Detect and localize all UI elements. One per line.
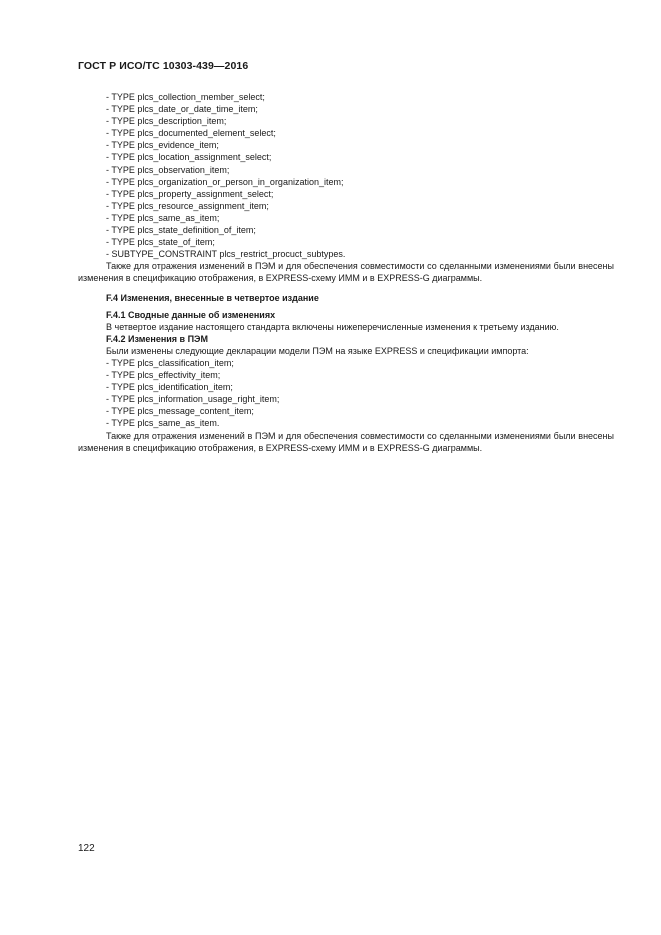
document-header: ГОСТ Р ИСО/ТС 10303-439—2016 xyxy=(78,60,249,72)
list-item: - TYPE plcs_same_as_item. xyxy=(106,418,220,429)
list-item: - TYPE plcs_date_or_date_time_item; xyxy=(106,104,258,115)
list-item: - TYPE plcs_resource_assignment_item; xyxy=(106,200,269,211)
section-heading: F.4 Изменения, внесенные в четвертое издание xyxy=(106,292,319,303)
list-item: - TYPE plcs_effectivity_item; xyxy=(106,370,221,381)
declaration-list xyxy=(78,91,614,260)
list-item: - TYPE plcs_organization_or_person_in_organization_item; xyxy=(106,176,344,187)
list-item: - TYPE plcs_message_content_item; xyxy=(106,406,254,417)
subsection-heading: F.4.2 Изменения в ПЭМ xyxy=(106,333,208,344)
list-item: - TYPE plcs_collection_member_select; xyxy=(106,92,265,102)
list-item: - TYPE plcs_identification_item; xyxy=(106,382,233,393)
list-item: - TYPE plcs_property_assignment_select; xyxy=(106,188,274,199)
closing-paragraph: Также для отражения изменений в ПЭМ и для обеспечения совместимости со сделанными изменениями были внесены изменения в спецификацию отображения, в EXPRESS-схему ИММ и в EXPRESS-G диаграммы. xyxy=(78,261,614,284)
list-item: - TYPE plcs_state_definition_of_item; xyxy=(106,225,256,236)
intro-paragraph: Были изменены следующие декларации модели ПЭМ на языке EXPRESS и спецификации импорта: xyxy=(106,345,529,356)
page-number: 122 xyxy=(78,843,95,854)
document-body xyxy=(78,91,614,454)
declaration-list xyxy=(78,357,614,430)
summary-paragraph: В четвертое издание настоящего стандарта включены нижеперечисленные изменения к третьему изданию. xyxy=(106,321,559,332)
list-item: - TYPE plcs_location_assignment_select; xyxy=(106,152,272,163)
list-item: - TYPE plcs_state_of_item; xyxy=(106,237,215,248)
list-item: - TYPE plcs_description_item; xyxy=(106,116,227,127)
list-item: - SUBTYPE_CONSTRAINT plcs_restrict_procuct_subtypes. xyxy=(106,249,346,260)
list-item: - TYPE plcs_information_usage_right_item; xyxy=(106,394,280,405)
list-item: - TYPE plcs_evidence_item; xyxy=(106,140,219,151)
list-item: - TYPE plcs_classification_item; xyxy=(106,357,234,368)
list-item: - TYPE plcs_documented_element_select; xyxy=(106,128,276,139)
closing-paragraph: Также для отражения изменений в ПЭМ и для обеспечения совместимости со сделанными изменениями были внесены изменения в спецификацию отображения, в EXPRESS-схему ИММ и в EXPRESS-G диаграммы. xyxy=(78,430,614,453)
list-item: - TYPE plcs_same_as_item; xyxy=(106,212,220,223)
subsection-heading: F.4.1 Сводные данные об изменениях xyxy=(106,309,276,320)
list-item: - TYPE plcs_observation_item; xyxy=(106,164,230,175)
